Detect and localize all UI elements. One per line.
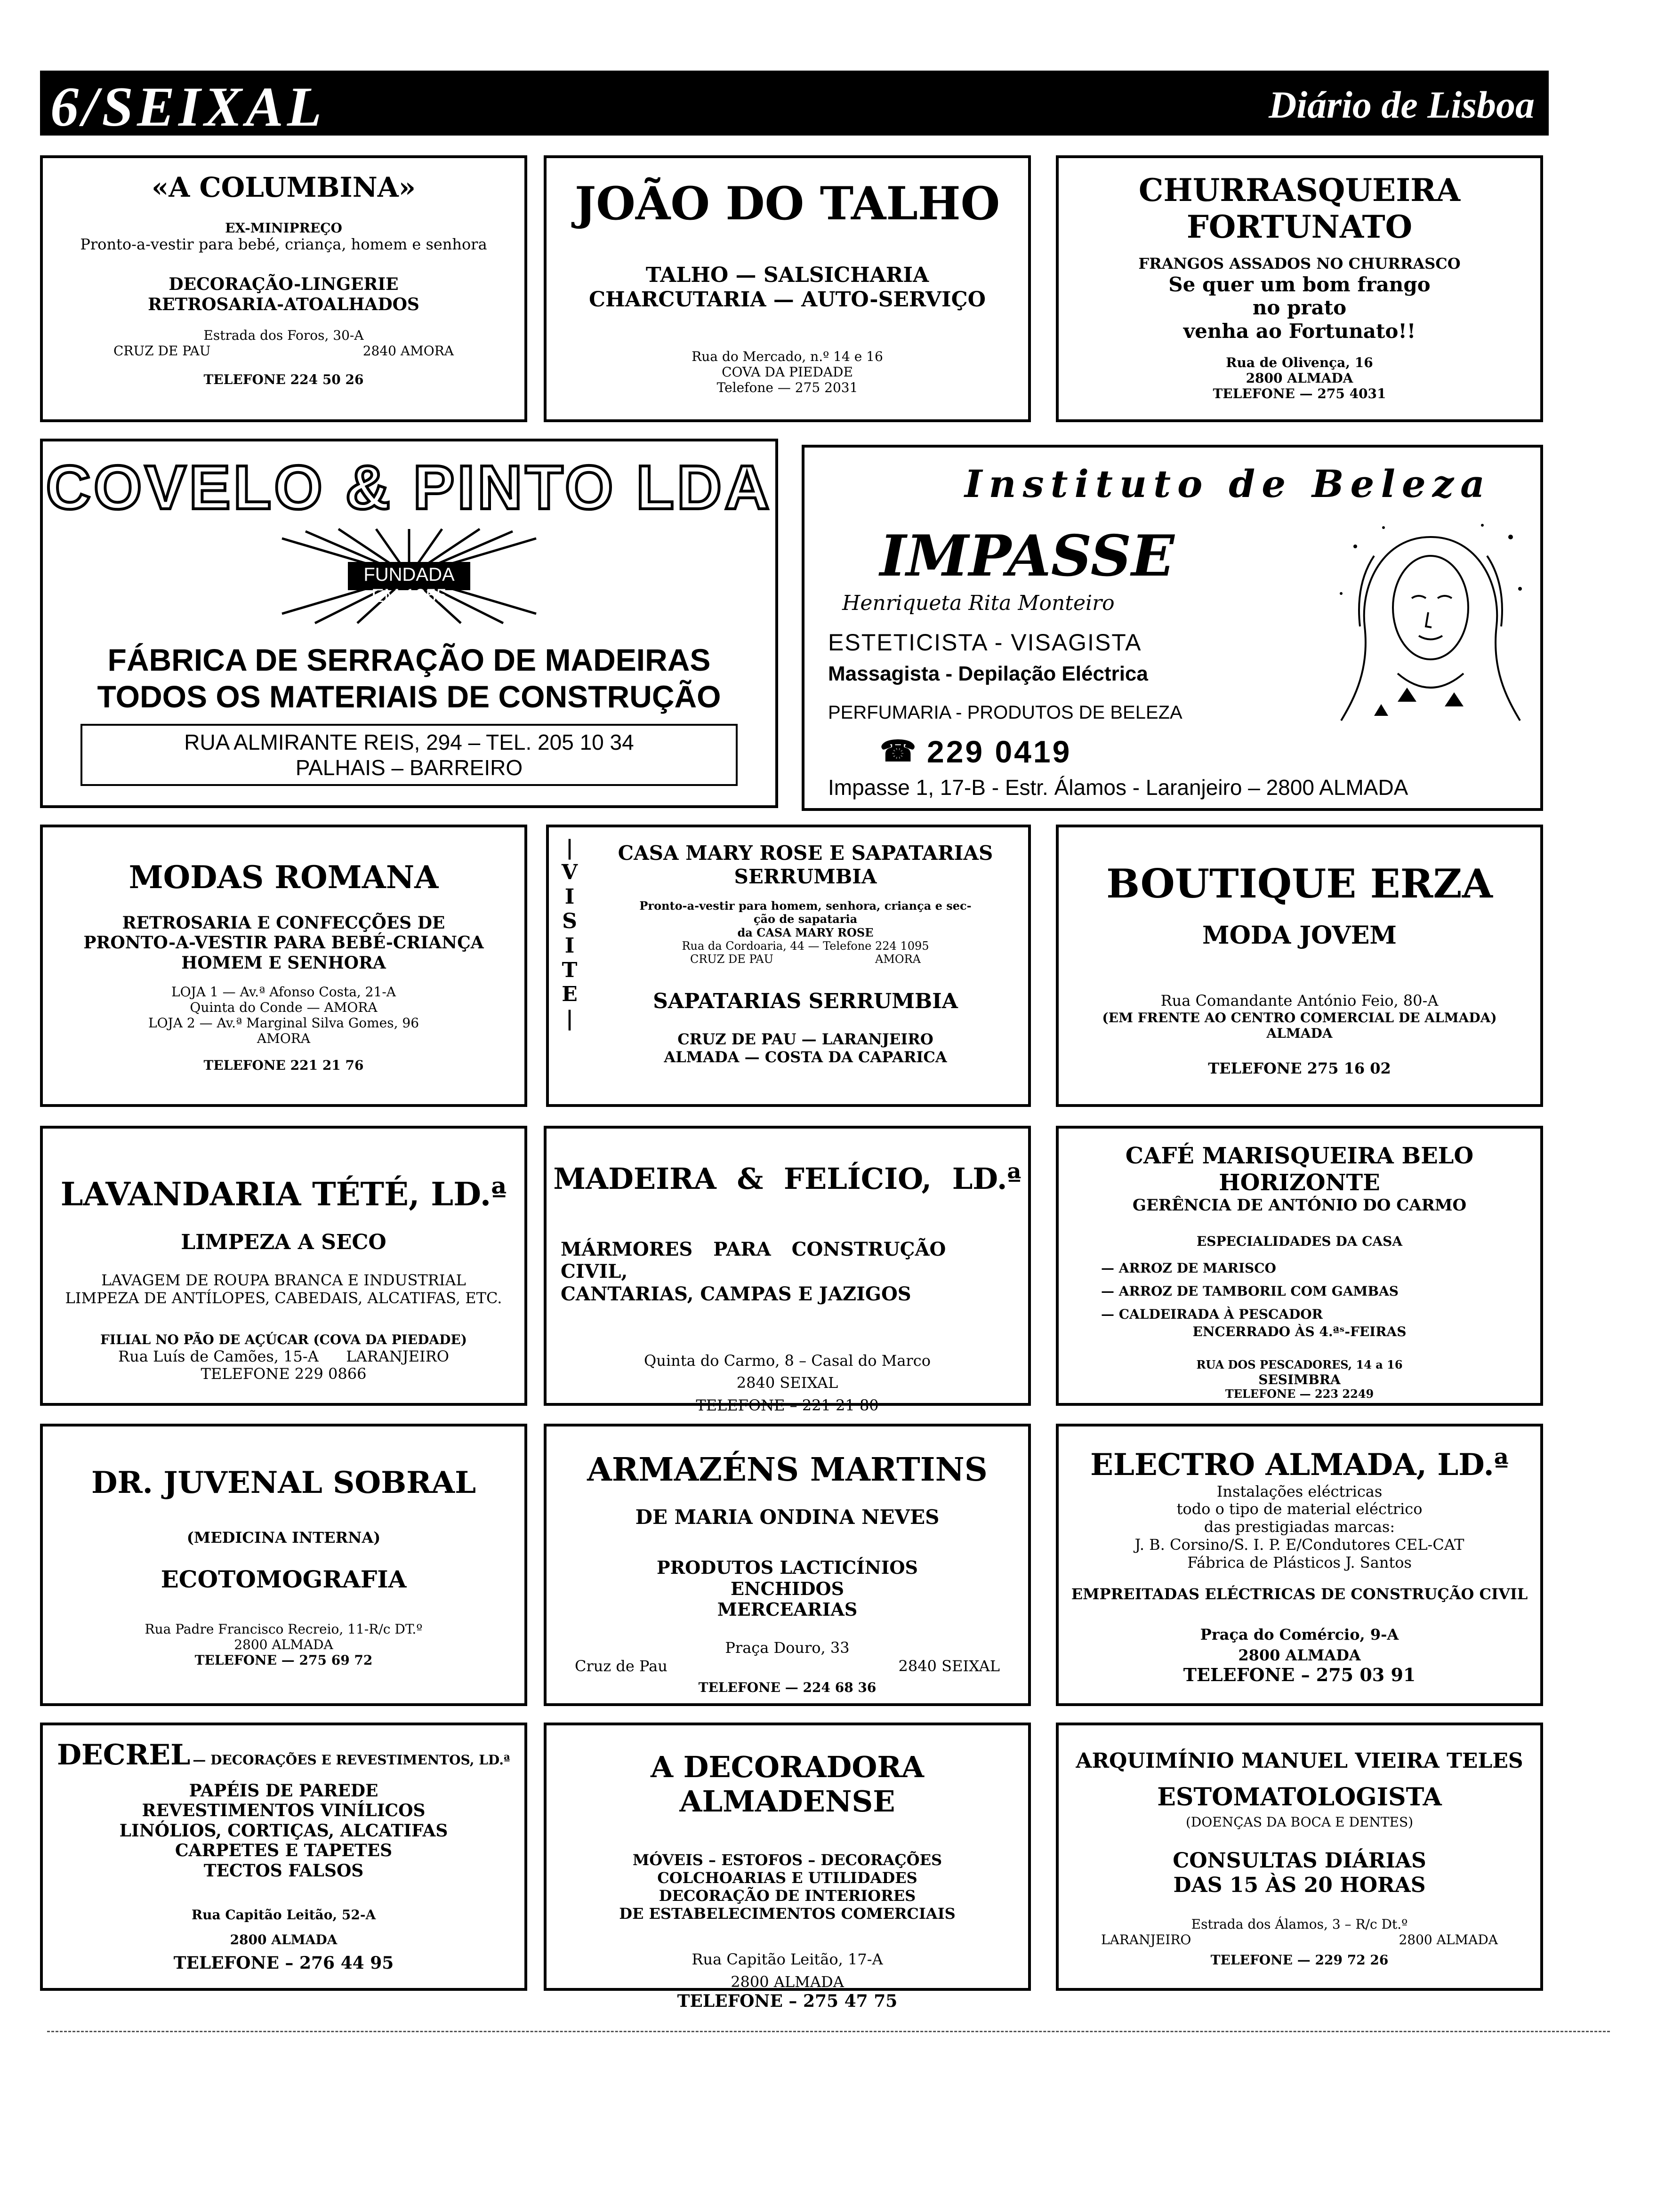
ad-title: A DECORADORA ALMADENSE [650,1750,925,1819]
visite-letter: I [564,933,575,958]
ad-line: TODOS OS MATERIAIS DE CONSTRUÇÃO [97,679,721,714]
ad-line: das prestigiadas marcas: [1204,1518,1395,1536]
newspaper-masthead: Diário de Lisboa [1269,83,1535,126]
ad-subtitle: (MEDICINA INTERNA) [186,1528,381,1547]
ad-line: CARPETES E TAPETES [175,1841,393,1861]
ad-place: Cruz de Pau [575,1657,668,1675]
ad-address: Impasse 1, 17-B - Estr. Álamos - Laranjeiro – 2800 ALMADA [828,775,1408,800]
ad-subtitle: GERÊNCIA DE ANTÓNIO DO CARMO [1132,1196,1467,1215]
ad-address: Estrada dos Foros, 30-A [203,328,364,344]
ad-title-tail: — DECORAÇÕES E REVESTIMENTOS, LD.ª [193,1752,510,1768]
ad-line: RETROSARIA-ATOALHADOS [148,294,419,314]
ad-line: CRUZ DE PAU — LARANJEIRO [677,1030,933,1049]
ad-line: venha ao Fortunato!! [1183,319,1416,343]
ad-address: LOJA 1 — Av.ª Afonso Costa, 21-A [171,984,396,1000]
visite-letter: V [561,860,578,884]
ad-phone: TELEFONE – 276 44 95 [173,1953,394,1973]
menu-item: — ARROZ DE TAMBORIL COM GAMBAS [1101,1283,1399,1299]
ad-address: COVA DA PIEDADE [722,364,853,380]
ad-line: CANTARIAS, CAMPAS E JAZIGOS [561,1282,911,1305]
ad-title: ARQUIMÍNIO MANUEL VIEIRA TELES [1076,1749,1523,1773]
ad-address: RUA DOS PESCADORES, 14 a 16 [1196,1358,1403,1372]
ad-decrel [40,1723,527,1991]
founded-label: FUNDADA EM 1955 [363,564,455,606]
ad-place: AMORA [875,953,921,966]
ad-joao-do-talho [544,155,1031,422]
ad-madeira-felicio [544,1126,1031,1415]
ad-line: DECORAÇÃO DE INTERIORES [659,1886,916,1905]
visite-letter: S [562,909,577,933]
visite-letter: T [562,958,578,982]
ad-address: 2800 ALMADA [230,1932,338,1948]
ad-branch: FILIAL NO PÃO DE AÇÚCAR (COVA DA PIEDADE) [100,1331,467,1347]
ad-title: LAVANDARIA TÉTÉ, LD.ª [60,1176,507,1213]
ad-address: AMORA [257,1031,311,1047]
ad-line: LIMPEZA DE ANTÍLOPES, CABEDAIS, ALCATIFAS, ETC. [65,1289,502,1307]
ad-title: CHURRASQUEIRA [1138,172,1461,208]
ad-line: CONSULTAS DIÁRIAS [1173,1849,1426,1873]
ad-title: JOÃO DO TALHO [574,177,1000,230]
ad-subtitle: LIMPEZA A SECO [181,1230,386,1255]
ad-covelo-pinto [40,439,778,808]
ad-phone: 229 0419 [927,734,1072,769]
ad-line: Fábrica de Plásticos J. Santos [1187,1553,1412,1571]
ad-line: LINÓLIOS, CORTIÇAS, ALCATIFAS [119,1820,448,1841]
ad-subtitle: SAPATARIAS SERRUMBIA [653,989,958,1014]
ad-line: FRANGOS ASSADOS NO CHURRASCO [1138,254,1461,272]
ad-title: IMPASSE [880,523,1174,589]
ad-address: 2840 SEIXAL [736,1374,838,1392]
ad-line: COLCHOARIAS E UTILIDADES [657,1869,917,1887]
sunburst-logo [277,529,541,623]
ad-line: MÁRMORES PARA CONSTRUÇÃO CIVIL, [561,1238,946,1283]
ad-address: 2800 ALMADA [731,1973,844,1991]
ad-address: PALHAIS – BARREIRO [295,755,523,780]
ad-title: COVELO & PINTO LDA [46,453,772,522]
phone-icon: ☎ [880,735,917,768]
ad-address: Rua da Cordoaria, 44 — Telefone 224 1095 [682,939,929,953]
ad-title: ELECTRO ALMADA, LD.ª [1090,1447,1509,1483]
ad-closed-days: ENCERRADO ÀS 4.ªˢ-FEIRAS [1192,1324,1407,1340]
ad-phone: TELEFONE — 275 69 72 [194,1652,373,1668]
ad-lavandaria-tete [40,1126,527,1406]
ad-line: ESTETICISTA - VISAGISTA [828,629,1142,656]
ad-address: ALMADA [1266,1026,1333,1042]
ad-address: Praça do Comércio, 9-A [1200,1626,1399,1644]
ad-address: Rua de Olivença, 16 [1226,355,1373,371]
ad-description: da CASA MARY ROSE [737,925,874,939]
ad-churrasqueira-fortunato [1056,155,1543,422]
ad-mary-rose [546,825,1031,1107]
ad-address: Rua Luís de Camões, 15-A [118,1347,319,1365]
page-header-banner [40,71,1549,136]
ad-line: PRONTO-A-VESTIR PARA BEBÉ-CRIANÇA [83,933,484,953]
ad-line: PRODUTOS LACTICÍNIOS [657,1556,918,1578]
ad-description: Pronto-a-vestir para homem, senhora, criança e sec- [639,899,972,913]
visite-vertical: | V I S I T E | [555,836,584,1031]
ad-line: ALMADA — COSTA DA CAPARICA [664,1048,947,1066]
ad-address: Rua Comandante António Feio, 80-A [1160,992,1439,1010]
ad-line: MERCEARIAS [717,1599,858,1620]
ad-electro-almada [1056,1424,1543,1706]
ad-place: LARANJEIRO [346,1347,449,1365]
ad-line: DE ESTABELECIMENTOS COMERCIAIS [619,1904,956,1923]
ad-phone: TELEFONE 224 50 26 [203,372,364,388]
ad-line: J. B. Corsino/S. I. P. E/Condutores CEL-CAT [1134,1535,1464,1554]
ad-owner: Henriqueta Rita Monteiro [842,591,1115,615]
menu-item: — CALDEIRADA À PESCADOR [1101,1306,1323,1322]
ad-line: TALHO — SALSICHARIA [645,263,929,288]
section-title: 6/SEIXAL [50,75,326,138]
ad-title: «A COLUMBINA» [152,171,416,203]
ad-line: FÁBRICA DE SERRAÇÃO DE MADEIRAS [107,642,711,677]
ad-phone: TELEFONE 275 16 02 [1208,1059,1391,1078]
ad-title: DR. JUVENAL SOBRAL [91,1465,476,1500]
ad-a-columbina [40,155,527,422]
ad-line: Se quer um bom frango [1168,272,1431,296]
ad-subtitle: EX-MINIPREÇO [225,220,342,236]
ad-address: 2800 ALMADA [1246,370,1353,386]
ad-address: (EM FRENTE AO CENTRO COMERCIAL DE ALMADA) [1102,1010,1497,1026]
ad-address: Estrada dos Álamos, 3 – R/c Dt.º [1191,1916,1408,1932]
ad-address: Quinta do Conde — AMORA [190,1000,378,1016]
ad-phone: TELEFONE — 223 2249 [1225,1387,1374,1401]
ad-line: REVESTIMENTOS VINÍLICOS [142,1801,426,1821]
ad-line: MÓVEIS – ESTOFOS – DECORAÇÕES [632,1851,942,1869]
ad-address: Praça Douro, 33 [725,1639,850,1657]
ad-phone: TELEFONE — 224 68 36 [698,1680,877,1696]
ad-address: 2800 ALMADA [1238,1646,1361,1664]
ad-place: CRUZ DE PAU [690,953,773,966]
ad-phone: TELEFONE – 221 21 80 [696,1396,879,1415]
ad-line: DAS 15 ÀS 20 HORAS [1173,1873,1426,1898]
ad-address: SESIMBRA [1258,1371,1341,1387]
ad-line: DECORAÇÃO-LINGERIE [169,274,399,295]
ad-title-top: Instituto de Beleza [965,462,1492,506]
bottom-rule [47,2031,1610,2032]
ad-phone: TELEFONE — 229 72 26 [1210,1952,1389,1968]
ad-arquiminio-teles [1056,1723,1543,1991]
ad-line: Massagista - Depilação Eléctrica [828,662,1148,685]
ad-phone: TELEFONE — 275 4031 [1213,386,1386,402]
ad-line: RETROSARIA E CONFECÇÕES DE [122,913,445,933]
ad-title: CAFÉ MARISQUEIRA BELO HORIZONTE [1125,1143,1474,1196]
ad-impasse-beauty [802,445,1543,811]
ad-place: LARANJEIRO [1101,1932,1191,1948]
visite-letter: I [564,884,575,909]
ad-title: MADEIRA & FELÍCIO, LD.ª [553,1162,1022,1196]
ad-line: EMPREITADAS ELÉCTRICAS DE CONSTRUÇÃO CIVIL [1071,1585,1528,1603]
ad-dr-juvenal-sobral [40,1424,527,1706]
ad-line: Instalações eléctricas [1216,1482,1383,1500]
ad-phone: TELEFONE 229 0866 [201,1364,367,1383]
ad-address: Rua Capitão Leitão, 52-A [191,1907,376,1923]
ad-phone: TELEFONE – 275 47 75 [677,1991,898,2011]
ad-specialties: ESPECIALIDADES DA CASA [1196,1234,1403,1250]
ad-place: CRUZ DE PAU [113,343,211,359]
ad-description: ção de sapataria [753,912,858,926]
ad-subtitle: ESTOMATOLOGISTA [1157,1782,1442,1811]
ad-title: SERRUMBIA [734,865,877,888]
ad-title: CASA MARY ROSE E SAPATARIAS [618,842,993,865]
ad-place: 2800 ALMADA [1399,1932,1498,1948]
ad-line: no prato [1252,296,1347,320]
ad-title: ARMAZÉNS MARTINS [587,1451,988,1489]
ad-line: ECOTOMOGRAFIA [161,1565,407,1594]
ad-phone: TELEFONE – 275 03 91 [1183,1664,1416,1685]
ad-boutique-erza [1056,825,1543,1107]
ad-address: RUA ALMIRANTE REIS, 294 – TEL. 205 10 34 [184,729,634,754]
ad-address: 2800 ALMADA [234,1637,333,1653]
ad-line: PAPÉIS DE PAREDE [189,1781,378,1801]
ad-place: 2840 SEIXAL [898,1657,1000,1675]
ad-line: TECTOS FALSOS [203,1860,364,1881]
visite-letter: E [562,982,578,1007]
ad-subtitle-note: (DOENÇAS DA BOCA E DENTES) [1185,1814,1414,1830]
ad-line: PERFUMARIA - PRODUTOS DE BELEZA [828,702,1182,723]
ad-address: Rua Padre Francisco Recreio, 11-R/c DT.º [145,1621,423,1637]
ad-line: CHARCUTARIA — AUTO-SERVIÇO [589,288,986,312]
ad-address: LOJA 2 — Av.ª Marginal Silva Gomes, 96 [148,1015,419,1031]
ad-subtitle: DE MARIA ONDINA NEVES [635,1506,940,1529]
ad-line: LAVAGEM DE ROUPA BRANCA E INDUSTRIAL [101,1271,466,1290]
ad-address: Quinta do Carmo, 8 – Casal do Marco [644,1351,931,1370]
ad-decoradora-almadense [544,1723,1031,2011]
ad-armazens-martins [544,1424,1031,1706]
ad-modas-romana [40,825,527,1107]
ad-line: todo o tipo de material eléctrico [1176,1500,1423,1518]
ad-place: 2840 AMORA [362,343,454,359]
ad-title: FORTUNATO [1186,208,1413,245]
ad-address: Rua Capitão Leitão, 17-A [692,1950,883,1969]
ad-phone: TELEFONE 221 21 76 [203,1058,364,1074]
menu-item: — ARROZ DE MARISCO [1101,1260,1276,1276]
ad-address: Rua do Mercado, n.º 14 e 16 [692,349,883,365]
ad-subtitle: MODA JOVEM [1202,921,1397,950]
ad-title: MODAS ROMANA [129,859,439,896]
ad-line: HOMEM E SENHORA [181,953,386,973]
ad-description: Pronto-a-vestir para bebé, criança, homem e senhora [80,235,487,254]
woman-face-illustration [1327,518,1534,730]
address-box [80,724,738,786]
ad-belo-horizonte [1056,1126,1543,1406]
ad-title: BOUTIQUE ERZA [1106,860,1493,907]
ad-title: DECREL [57,1739,191,1771]
ad-line: ENCHIDOS [730,1578,845,1599]
ad-phone: Telefone — 275 2031 [716,380,858,396]
